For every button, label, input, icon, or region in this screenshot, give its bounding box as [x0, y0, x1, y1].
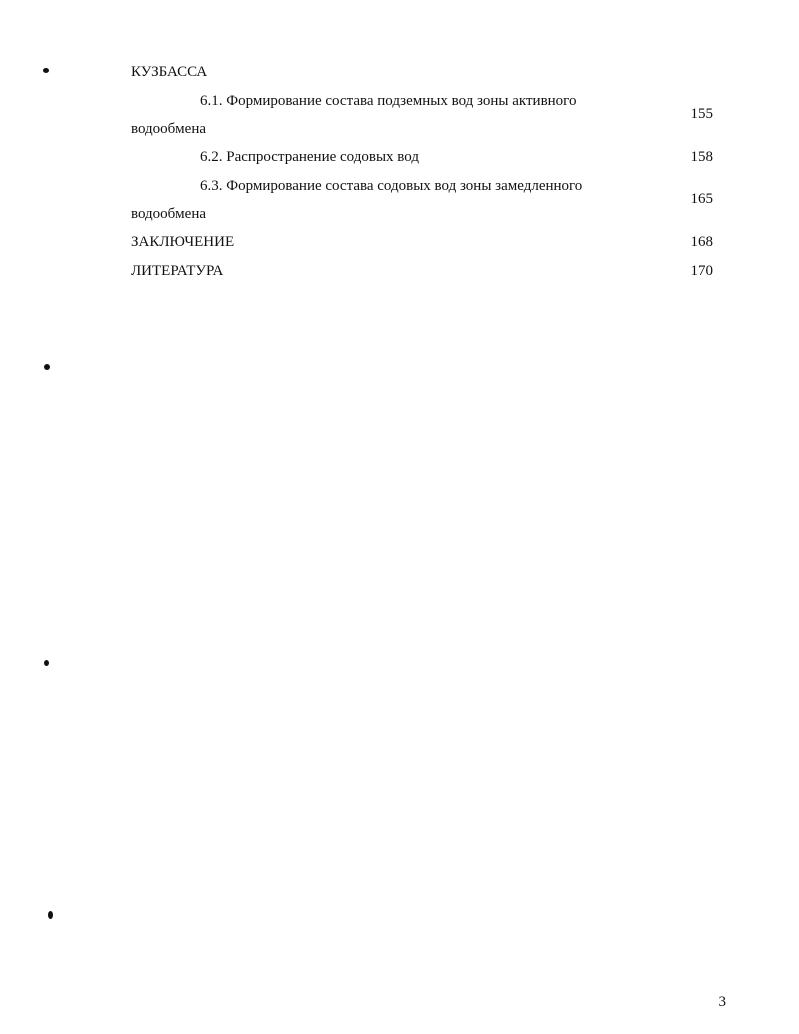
page-number: 3 — [718, 994, 726, 1010]
toc-entry-literature: ЛИТЕРАТУРА — [131, 263, 224, 279]
toc-entry-6-1-line1: 6.1. Формирование состава подземных вод зоны активного — [200, 93, 577, 109]
toc-heading: КУЗБАССА — [131, 64, 208, 80]
toc-entry-6-3-line1: 6.3. Формирование состава содовых вод зоны замедленного — [200, 178, 583, 194]
toc-entry-6-1-line2: водообмена — [131, 121, 206, 137]
toc-entry-6-3-page: 165 — [690, 191, 713, 207]
toc-entry-conclusion-page: 168 — [690, 234, 713, 250]
toc-entry-6-3-line2: водообмена — [131, 206, 206, 222]
toc-entry-literature-page: 170 — [690, 263, 713, 279]
scan-speck — [48, 911, 53, 919]
scan-speck — [44, 660, 49, 666]
scan-speck — [44, 364, 50, 370]
toc-entry-6-2-line1: 6.2. Распространение содовых вод — [200, 149, 419, 165]
toc-entry-6-2-page: 158 — [690, 149, 713, 165]
toc-entry-6-1-page: 155 — [690, 106, 713, 122]
scan-speck — [43, 68, 49, 73]
toc-entry-conclusion: ЗАКЛЮЧЕНИЕ — [131, 234, 235, 250]
